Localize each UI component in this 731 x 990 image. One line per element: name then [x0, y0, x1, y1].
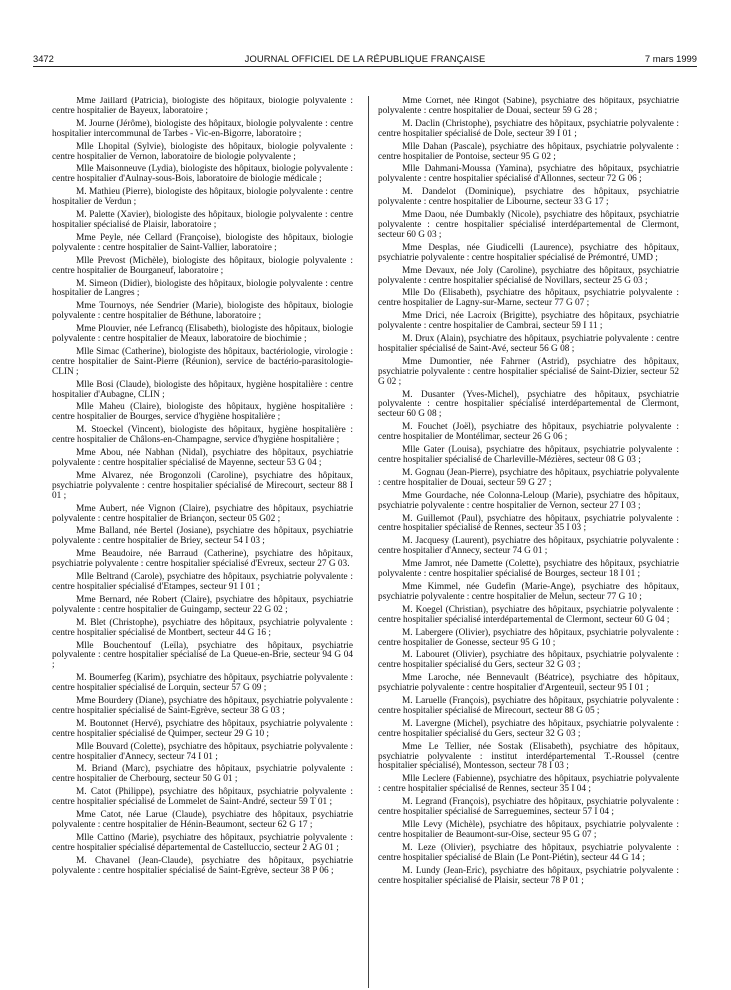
appointment-entry: Mme Daou, née Dumbakly (Nicole), psychiatre des hôpitaux, psychiatrie polyvalente : centre hospitalier spécialisé interdépartemental de Clermont, secteur 60 G 03 ; [378, 210, 679, 240]
appointment-entry: M. Leze (Olivier), psychiatre des hôpitaux, psychiatrie polyvalente : centre hospitalier spécialisé de Blain (Le Pont-Piétin), secteur 44 G 14 ; [378, 842, 679, 863]
appointment-entry: Mme Bourdery (Diane), psychiatre des hôpitaux, psychiatrie polyvalente : centre hospitalier spécialisé de Saint-Egrève, secteur 38 G 03 ; [52, 696, 353, 716]
appointment-entry: Mme Drici, née Lacroix (Brigitte), psychiatre des hôpitaux, psychiatrie polyvalente : centre hospitalier de Cambrai, secteur 59 I 11 ; [378, 311, 679, 332]
appointment-entry: Mme Desplas, née Giudicelli (Laurence), psychiatre des hôpitaux, psychiatrie polyvalente : centre hospitalier spécialisé de Prémontré, UMD ; [378, 242, 679, 263]
appointment-entry: Mlle Cattino (Marie), psychiatre des hôpitaux, psychiatrie polyvalente : centre hospitalier spécialisé départemental de Castelluccio, secteur 2 AG 01 ; [52, 832, 353, 853]
appointment-entry: Mlle Dahan (Pascale), psychiatre des hôpitaux, psychiatrie polyvalente : centre hospitalier de Pontoise, secteur 95 G 02 ; [378, 141, 679, 162]
appointment-entry: M. Labergere (Olivier), psychiatre des hôpitaux, psychiatrie polyvalente : centre hospitalier de Gonesse, secteur 95 G 10 ; [378, 627, 679, 648]
journal-title: JOURNAL OFFICIEL DE LA RÉPUBLIQUE FRANÇAISE [244, 53, 486, 64]
appointment-entry: Mme Cornet, née Ringot (Sabine), psychiatre des hôpitaux, psychiatrie polyvalente : centre hospitalier de Douai, secteur 59 G 28 ; [378, 97, 679, 116]
appointment-entry: Mlle Do (Elisabeth), psychiatre des hôpitaux, psychiatrie polyvalente : centre hospitalier de Lagny-sur-Marne, secteur 77 G 07 ; [378, 288, 679, 309]
appointment-entry: Mme Laroche, née Bennevault (Béatrice), psychiatre des hôpitaux, psychiatrie polyvalente : centre hospitalier d'Argenteuil, secteur 95 I 01 ; [378, 673, 679, 694]
appointment-entry: Mlle Maisonneuve (Lydia), biologiste des hôpitaux, biologie polyvalente : centre hospitalier d'Aulnay-sous-Bois, laboratoire de biologie médicale ; [52, 164, 353, 185]
appointment-entry: Mlle Gater (Louisa), psychiatre des hôpitaux, psychiatrie polyvalente : centre hospitalier spécialisé de Charleville-Mézières, secteur 08 G 03 ; [378, 445, 679, 465]
appointment-entry: M. Catot (Philippe), psychiatre des hôpitaux, psychiatrie polyvalente : centre hospitalier spécialisé de Lommelet de Saint-André, secteur 59 T 01 ; [52, 787, 353, 808]
appointment-entry: Mme Catot, née Larue (Claude), psychiatre des hôpitaux, psychiatrie polyvalente : centre hospitalier de Hénin-Beaumont, secteur 62 G 17 ; [52, 810, 353, 830]
appointment-entry: Mme Kimmel, née Gudefin (Marie-Ange), psychiatre des hôpitaux, psychiatrie polyvalente : centre hospitalier de Melun, secteur 77 G 10 ; [378, 581, 679, 602]
appointment-entry: M. Lavergne (Michel), psychiatre des hôpitaux, psychiatrie polyvalente : centre hospitalier spécialisé du Gers, secteur 32 G 03 ; [378, 718, 679, 739]
appointment-entry: M. Chavanel (Jean-Claude), psychiatre des hôpitaux, psychiatrie polyvalente : centre hospitalier spécialisé de Saint-Egrève, secteur 38 P 06 ; [52, 855, 353, 876]
appointment-entry: M. Daclin (Christophe), psychiatre des hôpitaux, psychiatrie polyvalente : centre hospitalier spécialisé de Dole, secteur 39 I 01 ; [378, 118, 679, 139]
appointment-entry: Mlle Lhopital (Sylvie), biologiste des hôpitaux, biologie polyvalente : centre hospitalier de Vernon, laboratoire de biologie polyvalente ; [52, 141, 353, 162]
appointment-entry: Mme Beaudoire, née Barraud (Catherine), psychiatre des hôpitaux, psychiatrie polyvalente : centre hospitalier spécialisé d'Evreux, secteur 27 G 03. [52, 549, 353, 570]
appointment-entry: Mme Dumontier, née Fahrner (Astrid), psychiatre des hôpitaux, psychiatrie polyvalente : centre hospitalier spécialisé de Saint-Dizier, secteur 52 G 02 ; [378, 356, 679, 387]
appointment-entry: M. Legrand (François), psychiatre des hôpitaux, psychiatrie polyvalente : centre hospitalier spécialisé de Sarreguemines, secteur 57 I 04 ; [378, 797, 679, 818]
appointment-entry: M. Laruelle (François), psychiatre des hôpitaux, psychiatrie polyvalente : centre hospitalier spécialisé de Mirecourt, secteur 88 G 05 ; [378, 696, 679, 716]
appointment-entry: M. Koegel (Christian), psychiatre des hôpitaux, psychiatrie polyvalente : centre hospitalier spécialisé interdépartemental de Clermont, secteur 60 G 04 ; [378, 604, 679, 625]
page-number: 3472 [33, 53, 54, 64]
appointment-entry: M. Fouchet (Joël), psychiatre des hôpitaux, psychiatrie polyvalente : centre hospitalier de Montélimar, secteur 26 G 06 ; [378, 422, 679, 443]
appointment-entry: M. Blet (Christophe), psychiatre des hôpitaux, psychiatrie polyvalente : centre hospitalier spécialisé de Montbert, secteur 44 G 16 ; [52, 617, 353, 638]
appointment-entry: M. Drux (Alain), psychiatre des hôpitaux, psychiatrie polyvalente : centre hospitalier spécialisé de Saint-Avé, secteur 56 G 08 ; [378, 334, 679, 354]
appointment-entry: Mme Balland, née Bertel (Josiane), psychiatre des hôpitaux, psychiatrie polyvalente : centre hospitalier de Briey, secteur 54 I 03 ; [52, 526, 353, 547]
appointment-entry: M. Lundy (Jean-Eric), psychiatre des hôpitaux, psychiatrie polyvalente : centre hospitalier spécialisé de Plaisir, secteur 78 P 01 ; [378, 865, 679, 886]
appointment-entry: M. Gognau (Jean-Pierre), psychiatre des hôpitaux, psychiatrie polyvalente : centre hospitalier de Douai, secteur 59 G 27 ; [378, 467, 679, 488]
appointment-entry: Mlle Beltrand (Carole), psychiatre des hôpitaux, psychiatrie polyvalente : centre hospitalier spécialisé d'Etampes, secteur 91 I 01 ; [52, 572, 353, 592]
page-header [33, 53, 697, 67]
appointment-entry: M. Palette (Xavier), biologiste des hôpitaux, biologie polyvalente : centre hospitalier spécialisé de Plaisir, laboratoire ; [52, 210, 353, 230]
appointment-entry: Mlle Levy (Michèle), psychiatre des hôpitaux, psychiatrie polyvalente : centre hospitalier de Beaumont-sur-Oise, secteur 95 G 07 ; [378, 820, 679, 840]
appointment-entry: Mme Alvarez, née Brogonzoli (Caroline), psychiatre des hôpitaux, psychiatrie polyvalente : centre hospitalier spécialisé de Mirecourt, secteur 88 I 01 ; [52, 470, 353, 501]
appointment-entry: Mlle Leclere (Fabienne), psychiatre des hôpitaux, psychiatrie polyvalente : centre hospitalier spécialisé de Rennes, secteur 35 I 04 ; [378, 774, 679, 795]
appointment-entry: Mme Le Tellier, née Sostak (Elisabeth), psychiatre des hôpitaux, psychiatrie polyvalente : institut interdépartemental T.-Roussel (centre hospitalier spécialisé), Montesson, secteur 78 I 03 ; [378, 741, 679, 772]
appointment-entry: M. Dusanter (Yves-Michel), psychiatre des hôpitaux, psychiatrie polyvalente : centre hospitalier spécialisé interdépartemental de Clermont, secteur 60 G 08 ; [378, 389, 679, 420]
appointment-entry: Mme Plouvier, née Lefrancq (Elisabeth), biologiste des hôpitaux, biologie polyvalente : centre hospitalier de Meaux, laboratoire de biochimie ; [52, 324, 353, 345]
appointment-entry: Mlle Maheu (Claire), biologiste des hôpitaux, hygiène hospitalière : centre hospitalier de Bourges, service d'hygiène hospitalière ; [52, 402, 353, 423]
appointment-entry: Mme Devaux, née Joly (Caroline), psychiatre des hôpitaux, psychiatrie polyvalente : centre hospitalier spécialisé de Novillars, secteur 25 G 03 ; [378, 265, 679, 286]
appointment-entry: Mlle Bosi (Claude), biologiste des hôpitaux, hygiène hospitalière : centre hospitalier d'Aubagne, CLIN ; [52, 379, 353, 400]
appointment-entry: M. Briand (Marc), psychiatre des hôpitaux, psychiatrie polyvalente : centre hospitalier de Cherbourg, secteur 50 G 01 ; [52, 764, 353, 785]
appointment-entry: Mlle Bouchentouf (Leïla), psychiatre des hôpitaux, psychiatrie polyvalente : centre hospitalier spécialisé de La Queue-en-Brie, secteur 94 G 04 ; [52, 640, 353, 671]
appointment-entry: M. Labouret (Olivier), psychiatre des hôpitaux, psychiatrie polyvalente : centre hospitalier spécialisé du Gers, secteur 32 G 03 ; [378, 650, 679, 671]
appointment-entry: Mme Bernard, née Robert (Claire), psychiatre des hôpitaux, psychiatrie polyvalente : centre hospitalier de Guingamp, secteur 22 G 02 ; [52, 594, 353, 615]
left-column [52, 97, 353, 989]
issue-date: 7 mars 1999 [644, 53, 697, 64]
appointment-entry: Mme Jamrot, née Damette (Colette), psychiatre des hôpitaux, psychiatrie polyvalente : centre hospitalier spécialisé de Bourges, secteur 18 I 01 ; [378, 559, 679, 580]
header-rule [33, 66, 697, 67]
right-column [378, 97, 679, 989]
appointment-entry: M. Journe (Jérôme), biologiste des hôpitaux, biologie polyvalente : centre hospitalier intercommunal de Tarbes - Vic-en-Bigorre, laboratoire ; [52, 118, 353, 139]
appointment-entry: M. Simeon (Didier), biologiste des hôpitaux, biologie polyvalente : centre hospitalier de Langres ; [52, 278, 353, 299]
appointment-entry: M. Boutonnet (Hervé), psychiatre des hôpitaux, psychiatrie polyvalente : centre hospitalier spécialisé de Quimper, secteur 29 G 10 ; [52, 718, 353, 739]
appointment-entry: Mlle Simac (Catherine), biologiste des hôpitaux, bactériologie, virologie : centre hospitalier de Saint-Pierre (Réunion), service de bactério-parasitologie-CLIN ; [52, 346, 353, 377]
appointment-entry: Mlle Prevost (Michèle), biologiste des hôpitaux, biologie polyvalente : centre hospitalier de Bourganeuf, laboratoire ; [52, 255, 353, 276]
appointment-entry: M. Jacquesy (Laurent), psychiatre des hôpitaux, psychiatrie polyvalente : centre hospitalier d'Annecy, secteur 74 G 01 ; [378, 536, 679, 557]
appointment-entry: M. Dandelot (Dominique), psychiatre des hôpitaux, psychiatrie polyvalente : centre hospitalier de Libourne, secteur 33 G 17 ; [378, 187, 679, 208]
appointment-entry: Mlle Bouvard (Colette), psychiatre des hôpitaux, psychiatrie polyvalente : centre hospitalier d'Annecy, secteur 74 I 01 ; [52, 741, 353, 762]
column-divider [368, 96, 369, 988]
appointment-entry: M. Mathieu (Pierre), biologiste des hôpitaux, biologie polyvalente : centre hospitalier de Verdun ; [52, 187, 353, 208]
appointment-entry: Mme Gourdache, née Colonna-Leloup (Marie), psychiatre des hôpitaux, psychiatrie polyvalente : centre hospitalier de Vernon, secteur 27 I 03 ; [378, 490, 679, 511]
appointment-entry: M. Guillemot (Paul), psychiatre des hôpitaux, psychiatrie polyvalente : centre hospitalier spécialisé de Rennes, secteur 35 I 03 ; [378, 513, 679, 534]
appointment-entry: Mme Tournoys, née Sendrier (Marie), biologiste des hôpitaux, biologie polyvalente : centre hospitalier de Béthune, laboratoire ; [52, 301, 353, 322]
appointment-entry: M. Boumerfeg (Karim), psychiatre des hôpitaux, psychiatrie polyvalente : centre hospitalier spécialisé de Lorquin, secteur 57 G 09 ; [52, 673, 353, 694]
appointment-entry: M. Stoeckel (Vincent), biologiste des hôpitaux, hygiène hospitalière : centre hospitalier de Châlons-en-Champagne, service d'hygiène hospitalière ; [52, 425, 353, 446]
appointment-entry: Mme Abou, née Nabhan (Nidal), psychiatre des hôpitaux, psychiatrie polyvalente : centre hospitalier spécialisé de Mayenne, secteur 53 G 04 ; [52, 448, 353, 468]
appointment-entry: Mme Peyle, née Cellard (Françoise), biologiste des hôpitaux, biologie polyvalente : centre hospitalier de Saint-Vallier, laboratoire ; [52, 232, 353, 253]
appointment-entry: Mme Aubert, née Vignon (Claire), psychiatre des hôpitaux, psychiatrie polyvalente : centre hospitalier de Briançon, secteur 05 G02 ; [52, 503, 353, 524]
appointment-entry: Mlle Dahmani-Moussa (Yamina), psychiatre des hôpitaux, psychiatrie polyvalente : centre hospitalier spécialisé d'Allonnes, secteur 72 G 06 ; [378, 164, 679, 185]
appointment-entry: Mme Jaillard (Patricia), biologiste des hôpitaux, biologie polyvalente : centre hospitalier de Bayeux, laboratoire ; [52, 97, 353, 116]
